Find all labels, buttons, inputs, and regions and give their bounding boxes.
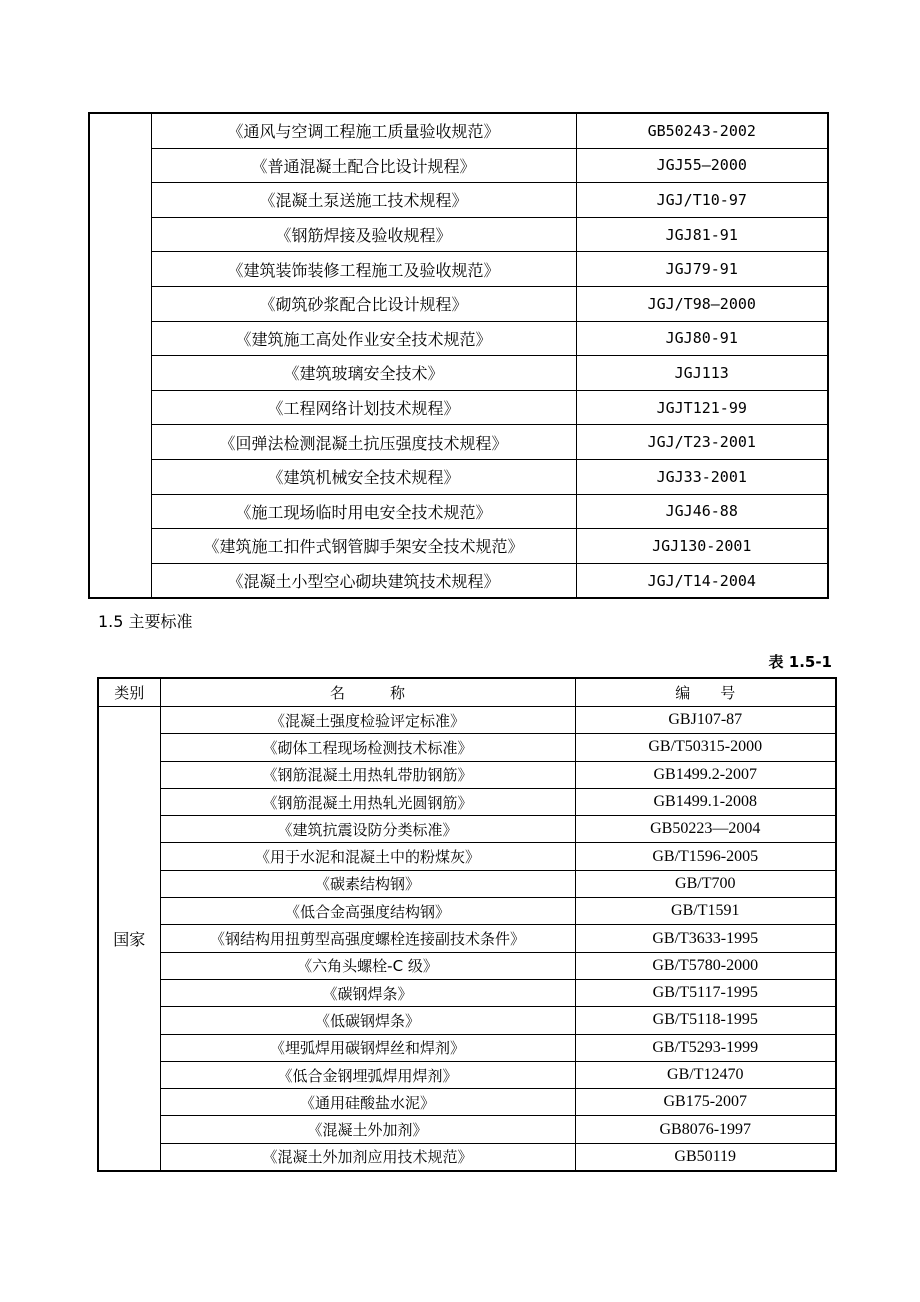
table-row bbox=[98, 1143, 836, 1171]
standard-code: GB/T5118-1995 bbox=[575, 1007, 836, 1034]
header-name: 名 称 bbox=[160, 678, 575, 707]
standard-name: 《碳素结构钢》 bbox=[160, 870, 575, 897]
standard-name: 《混凝土强度检验评定标准》 bbox=[160, 707, 575, 734]
standard-name: 《六角头螺栓-C 级》 bbox=[160, 952, 575, 979]
standard-name: 《混凝土外加剂》 bbox=[160, 1116, 575, 1143]
standard-code: JGJ55—2000 bbox=[576, 148, 828, 183]
standards-table-body bbox=[89, 113, 828, 598]
standard-name: 《砌筑砂浆配合比设计规程》 bbox=[151, 286, 576, 321]
table-row bbox=[98, 761, 836, 788]
standard-name: 《混凝土小型空心砌块建筑技术规程》 bbox=[151, 563, 576, 598]
standard-code: JGJ/T23-2001 bbox=[576, 425, 828, 460]
standard-code: GB8076-1997 bbox=[575, 1116, 836, 1143]
standard-name: 《碳钢焊条》 bbox=[160, 979, 575, 1006]
standard-code: JGJ46-88 bbox=[576, 494, 828, 529]
standard-name: 《混凝土外加剂应用技术规范》 bbox=[160, 1143, 575, 1171]
table-row bbox=[89, 286, 828, 321]
table-row bbox=[98, 1061, 836, 1088]
standard-name: 《低合金高强度结构钢》 bbox=[160, 898, 575, 925]
standard-name: 《施工现场临时用电安全技术规范》 bbox=[151, 494, 576, 529]
table-row bbox=[89, 390, 828, 425]
table-row bbox=[98, 1116, 836, 1143]
standard-name: 《建筑玻璃安全技术》 bbox=[151, 356, 576, 391]
standard-code: JGJT121-99 bbox=[576, 390, 828, 425]
header-category: 类别 bbox=[98, 678, 160, 707]
table-row bbox=[98, 707, 836, 734]
table-row bbox=[98, 898, 836, 925]
standard-name: 《建筑施工扣件式钢管脚手架安全技术规范》 bbox=[151, 529, 576, 564]
table-row bbox=[98, 788, 836, 815]
table-row bbox=[98, 925, 836, 952]
standard-code: GBJ107-87 bbox=[575, 707, 836, 734]
table-row bbox=[89, 113, 828, 148]
standard-code: GB/T12470 bbox=[575, 1061, 836, 1088]
standard-code: JGJ33-2001 bbox=[576, 459, 828, 494]
standard-code: JGJ79-91 bbox=[576, 252, 828, 287]
table-row bbox=[98, 1007, 836, 1034]
standard-name: 《钢筋混凝土用热轧光圆钢筋》 bbox=[160, 788, 575, 815]
standard-name: 《用于水泥和混凝土中的粉煤灰》 bbox=[160, 843, 575, 870]
table-row bbox=[89, 356, 828, 391]
standard-name: 《混凝土泵送施工技术规程》 bbox=[151, 183, 576, 218]
standard-name: 《建筑装饰装修工程施工及验收规范》 bbox=[151, 252, 576, 287]
standard-name: 《工程网络计划技术规程》 bbox=[151, 390, 576, 425]
standard-code: GB1499.1-2008 bbox=[575, 788, 836, 815]
standard-code: JGJ80-91 bbox=[576, 321, 828, 356]
standard-code: GB/T1596-2005 bbox=[575, 843, 836, 870]
table-row bbox=[89, 148, 828, 183]
table-row bbox=[98, 1089, 836, 1116]
standard-code: GB/T50315-2000 bbox=[575, 734, 836, 761]
standard-code: GB/T5117-1995 bbox=[575, 979, 836, 1006]
table-row bbox=[89, 321, 828, 356]
standard-code: JGJ113 bbox=[576, 356, 828, 391]
main-standards-table-body bbox=[98, 678, 836, 1171]
standard-code: GB/T5780-2000 bbox=[575, 952, 836, 979]
table-row bbox=[89, 459, 828, 494]
header-code: 编 号 bbox=[575, 678, 836, 707]
table-row bbox=[89, 494, 828, 529]
standard-name: 《建筑抗震设防分类标准》 bbox=[160, 816, 575, 843]
standard-name: 《钢筋焊接及验收规程》 bbox=[151, 217, 576, 252]
standard-name: 《钢结构用扭剪型高强度螺栓连接副技术条件》 bbox=[160, 925, 575, 952]
category-national: 国家 bbox=[98, 707, 160, 1172]
table-row bbox=[89, 217, 828, 252]
table-row bbox=[89, 563, 828, 598]
standard-code: GB/T5293-1999 bbox=[575, 1034, 836, 1061]
standard-name: 《建筑机械安全技术规程》 bbox=[151, 459, 576, 494]
standard-code: JGJ81-91 bbox=[576, 217, 828, 252]
table-row bbox=[98, 734, 836, 761]
standard-name: 《低合金钢埋弧焊用焊剂》 bbox=[160, 1061, 575, 1088]
standard-code: GB50243-2002 bbox=[576, 113, 828, 148]
standard-code: JGJ/T14-2004 bbox=[576, 563, 828, 598]
main-standards-table bbox=[97, 677, 837, 1172]
standard-code: JGJ130-2001 bbox=[576, 529, 828, 564]
standards-table-continued bbox=[88, 112, 829, 599]
standard-name: 《埋弧焊用碳钢焊丝和焊剂》 bbox=[160, 1034, 575, 1061]
standard-name: 《低碳钢焊条》 bbox=[160, 1007, 575, 1034]
standard-code: GB1499.2-2007 bbox=[575, 761, 836, 788]
table-header-row bbox=[98, 678, 836, 707]
standard-code: GB/T1591 bbox=[575, 898, 836, 925]
table-row bbox=[89, 529, 828, 564]
table-row bbox=[98, 843, 836, 870]
table-row bbox=[98, 816, 836, 843]
table-row bbox=[89, 252, 828, 287]
standard-name: 《钢筋混凝土用热轧带肋钢筋》 bbox=[160, 761, 575, 788]
standard-name: 《通风与空调工程施工质量验收规范》 bbox=[151, 113, 576, 148]
standard-name: 《回弹法检测混凝土抗压强度技术规程》 bbox=[151, 425, 576, 460]
standard-name: 《砌体工程现场检测技术标准》 bbox=[160, 734, 575, 761]
section-heading: 1.5 主要标准 bbox=[98, 612, 193, 631]
table-row bbox=[98, 979, 836, 1006]
table-row bbox=[89, 183, 828, 218]
table-row bbox=[98, 1034, 836, 1061]
standard-code: JGJ/T98—2000 bbox=[576, 286, 828, 321]
standard-name: 《通用硅酸盐水泥》 bbox=[160, 1089, 575, 1116]
standard-code: JGJ/T10-97 bbox=[576, 183, 828, 218]
standard-code: GB/T3633-1995 bbox=[575, 925, 836, 952]
table-row bbox=[89, 425, 828, 460]
category-cell bbox=[89, 113, 151, 598]
standard-code: GB175-2007 bbox=[575, 1089, 836, 1116]
table-row bbox=[98, 870, 836, 897]
table-number: 表 1.5-1 bbox=[768, 653, 832, 671]
standard-code: GB50223—2004 bbox=[575, 816, 836, 843]
standard-code: GB/T700 bbox=[575, 870, 836, 897]
standard-name: 《建筑施工高处作业安全技术规范》 bbox=[151, 321, 576, 356]
standard-name: 《普通混凝土配合比设计规程》 bbox=[151, 148, 576, 183]
standard-code: GB50119 bbox=[575, 1143, 836, 1171]
table-row bbox=[98, 952, 836, 979]
